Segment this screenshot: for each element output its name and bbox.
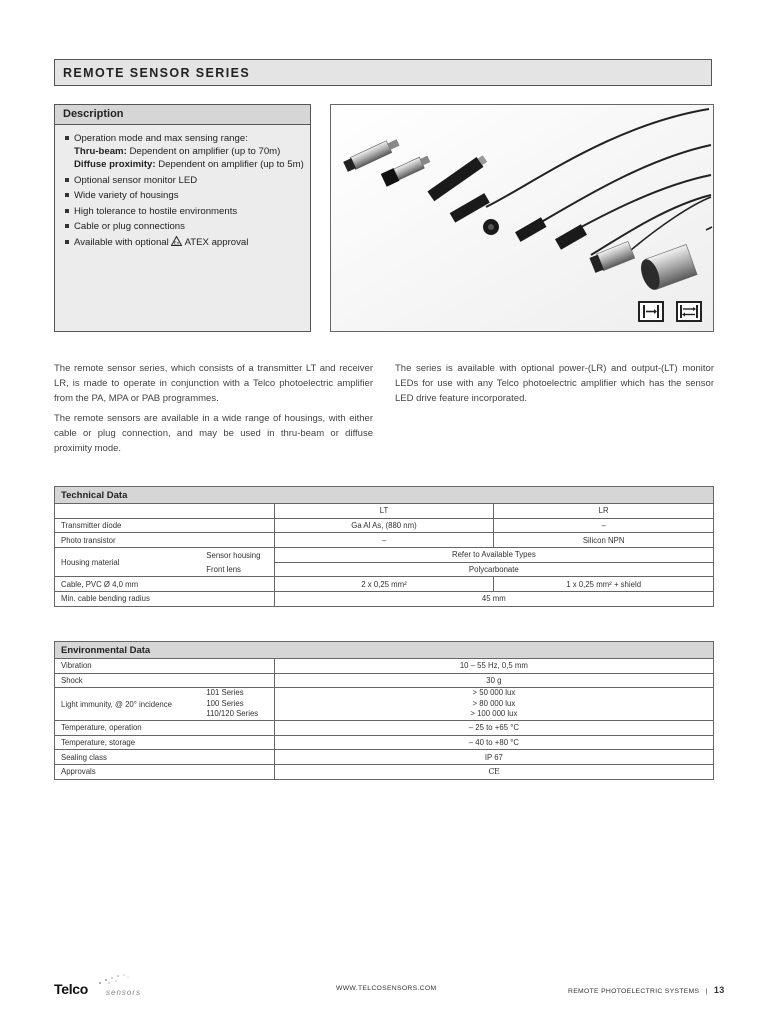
table-row: Shock 30 g [55, 673, 714, 688]
table-row [55, 504, 714, 519]
list-item: Operation mode and max sensing range: Thru-beam: Dependent on amplifier (up to 70m) Diffuse proximity: Dependent on amplifier (up to 5m) [65, 132, 310, 171]
table-row: Front lens Polycarbonate [55, 562, 714, 577]
table-row: Sealing class IP 67 [55, 750, 714, 765]
page-title: REMOTE SENSOR SERIES [63, 66, 251, 80]
page-number: 13 [713, 985, 725, 995]
table-row: Temperature, storage – 40 to +80 °C [55, 735, 714, 750]
brand-name: Telco [54, 981, 89, 997]
table-row: Transmitter diode Ga Al As, (880 nm) – [55, 518, 714, 533]
table-row: Housing material Sensor housing Refer to Available Types [55, 548, 714, 563]
diffuse-mode-icon [676, 301, 702, 322]
table-row: Cable, PVC Ø 4,0 mm 2 x 0,25 mm² 1 x 0,25 mm² + shield [55, 577, 714, 592]
table-row: Vibration 10 – 55 Hz, 0,5 mm [55, 659, 714, 674]
table-row: Light immunity, @ 20° incidence 101 Series 100 Series 110/120 Series > 50 000 lux > 80 000 lux > 100 000 lux [55, 688, 714, 721]
list-item: High tolerance to hostile environments [65, 205, 310, 218]
table-heading: Environmental Data [55, 642, 714, 659]
sensor-products-image [331, 105, 713, 331]
footer-url: WWW.TELCOSENSORS.COM [336, 985, 437, 992]
footer-section: REMOTE PHOTOELECTRIC SYSTEMS | 13 [568, 985, 725, 995]
column-header-lr: LR [494, 504, 714, 519]
list-item: Cable or plug connections [65, 220, 310, 233]
environmental-data-table [54, 641, 714, 780]
atex-ex-icon [171, 236, 182, 246]
table-row: Min. cable bending radius 45 mm [55, 592, 714, 607]
technical-data-table [54, 486, 714, 607]
section-title-bar [54, 59, 712, 86]
list-item: Wide variety of housings [65, 189, 310, 202]
brand-subtitle: sensors [106, 988, 142, 997]
telco-logo [54, 978, 164, 1002]
description-list [55, 125, 310, 249]
column-header-lt: LT [274, 504, 494, 519]
product-photo [330, 104, 714, 332]
table-heading: Technical Data [55, 487, 714, 504]
intro-column-right [395, 361, 714, 406]
footer-divider: | [705, 988, 708, 995]
table-row: Approvals CE [55, 764, 714, 779]
svg-text:Ex: Ex [174, 240, 180, 246]
logo-dots-icon [94, 971, 134, 985]
table-row: Photo transistor – Silicon NPN [55, 533, 714, 548]
table-row: Temperature, operation – 25 to +65 °C [55, 720, 714, 735]
description-heading: Description [55, 105, 310, 125]
ce-mark: CE [488, 767, 500, 777]
description-box [54, 104, 311, 332]
intro-column-left [54, 361, 373, 456]
list-item: Optional sensor monitor LED [65, 174, 310, 187]
intro-paragraph: The remote sensors are available in a wide range of housings, with either cable or plug connection, and may be used in thru-beam or diffuse proximity mode. [54, 413, 373, 454]
thru-beam-mode-icon [638, 301, 664, 322]
intro-paragraph: The series is available with optional power-(LR) and output-(LT) monitor LEDs for use with any Telco photoelectric amplifier which has the sensor LED drive feature incorporated. [395, 363, 714, 404]
intro-paragraph: The remote sensor series, which consists of a transmitter LT and receiver LR, is made to operate in conjunction with a Telco photoelectric amplifier from the PA, MPA or PAB programmes. [54, 363, 373, 404]
list-item: Available with optional Ex ATEX approval [65, 236, 310, 249]
